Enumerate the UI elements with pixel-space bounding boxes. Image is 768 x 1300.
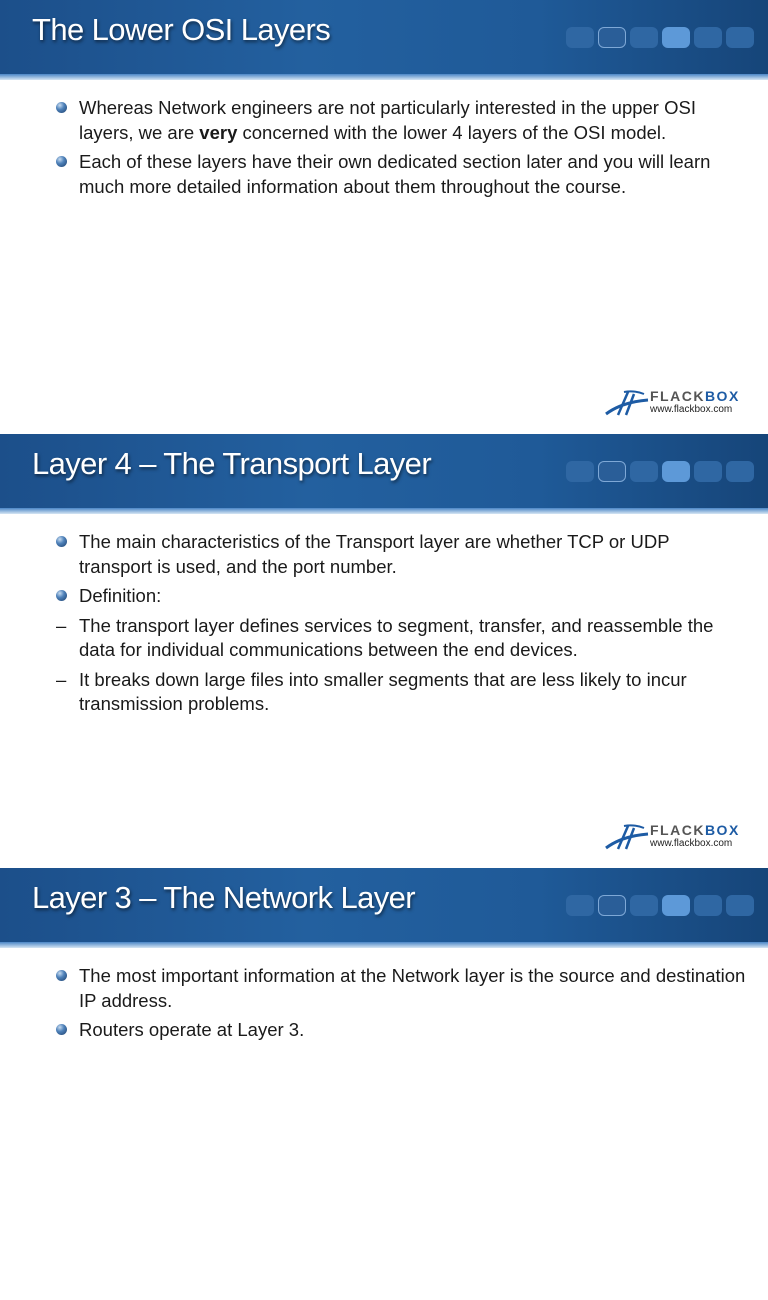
bullet-list	[56, 96, 746, 204]
bullet-sphere-icon	[56, 536, 67, 547]
logo-url: www.flackbox.com	[650, 404, 733, 415]
bullet-list	[56, 964, 746, 1048]
nav-dot	[662, 895, 690, 916]
nav-dot	[726, 895, 754, 916]
bullet-text: The main characteristics of the Transport layer are whether TCP or UDP transport is used, and the port number.	[79, 531, 670, 577]
nav-dot	[598, 27, 626, 48]
nav-dot	[726, 27, 754, 48]
decorative-nav-dots	[566, 27, 754, 48]
flackbox-logo	[604, 388, 754, 422]
dash-marker: –	[56, 614, 67, 636]
nav-dot	[662, 461, 690, 482]
slide-title: The Lower OSI Layers	[32, 12, 331, 47]
bullet-sphere-icon	[56, 590, 67, 601]
dash-text: The transport layer defines services to segment, transfer, and reassemble the data for individual communications between the end devices.	[79, 614, 714, 660]
bullet-list	[56, 530, 746, 722]
bullet-item	[56, 964, 746, 1013]
dash-item	[56, 668, 746, 717]
nav-dot	[662, 27, 690, 48]
nav-dot	[566, 27, 594, 48]
nav-dot	[566, 895, 594, 916]
bullet-item	[56, 1018, 746, 1043]
logo-name: FLACKBOX	[650, 388, 740, 404]
nav-dot	[630, 895, 658, 916]
nav-dot	[566, 461, 594, 482]
nav-dot	[694, 461, 722, 482]
nav-dot	[630, 461, 658, 482]
title-bar	[0, 434, 768, 514]
nav-dot	[598, 461, 626, 482]
flackbox-bridge-icon	[604, 822, 650, 852]
title-bar	[0, 868, 768, 948]
flackbox-logo	[604, 822, 754, 856]
decorative-nav-dots	[566, 895, 754, 916]
nav-dot	[694, 895, 722, 916]
nav-dot	[694, 27, 722, 48]
title-bar	[0, 0, 768, 80]
bullet-sphere-icon	[56, 1024, 67, 1035]
bullet-text: Routers operate at Layer 3.	[79, 1019, 305, 1040]
nav-dot	[598, 895, 626, 916]
bullet-item	[56, 96, 746, 145]
bullet-text: Each of these layers have their own dedicated section later and you will learn much more detailed information about them throughout the course.	[79, 151, 711, 197]
dash-text: It breaks down large files into smaller segments that are less likely to incur transmission problems.	[79, 668, 687, 714]
slide-title: Layer 4 – The Transport Layer	[32, 446, 432, 481]
flackbox-bridge-icon	[604, 388, 650, 418]
bullet-text: The most important information at the Network layer is the source and destination IP address.	[79, 965, 746, 1011]
bullet-text: Definition:	[79, 585, 162, 606]
bullet-item	[56, 584, 746, 609]
bullet-item	[56, 150, 746, 199]
bullet-sphere-icon	[56, 156, 67, 167]
bullet-item	[56, 530, 746, 579]
bullet-text: Whereas Network engineers are not particularly interested in the upper OSI layers, we are very concerned with the lower 4 layers of the OSI model.	[79, 97, 696, 143]
nav-dot	[630, 27, 658, 48]
logo-url: www.flackbox.com	[650, 838, 733, 849]
slide-network-layer	[0, 868, 768, 1300]
slide-transport-layer	[0, 434, 768, 866]
dash-marker: –	[56, 668, 67, 690]
bullet-sphere-icon	[56, 102, 67, 113]
logo-name: FLACKBOX	[650, 822, 740, 838]
slide-lower-osi-layers	[0, 0, 768, 432]
bullet-sphere-icon	[56, 970, 67, 981]
nav-dot	[726, 461, 754, 482]
decorative-nav-dots	[566, 461, 754, 482]
slide-title: Layer 3 – The Network Layer	[32, 880, 415, 915]
dash-item	[56, 614, 746, 663]
